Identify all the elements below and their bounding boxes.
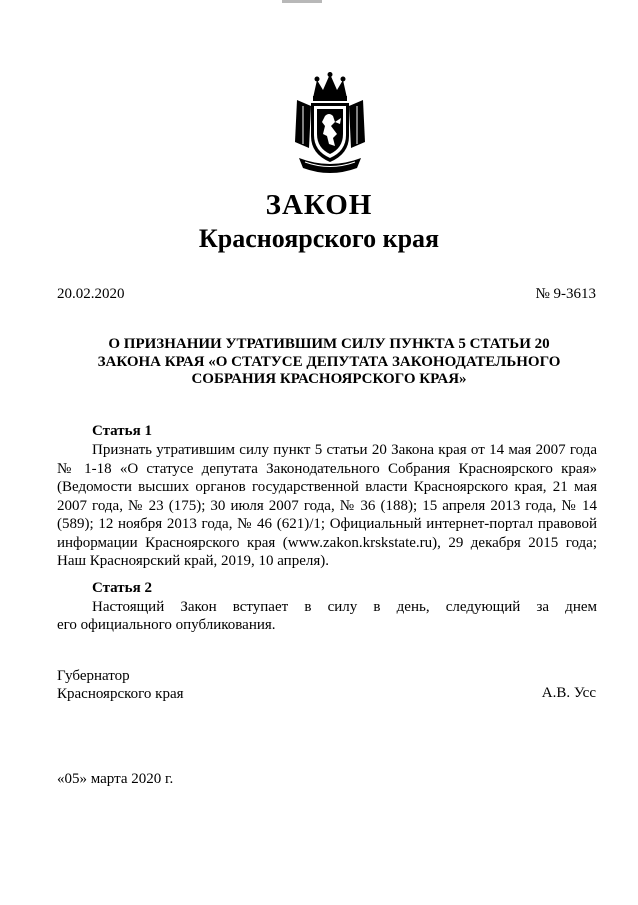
- document-date: 20.02.2020: [57, 286, 125, 302]
- article-1-line: 2007 года, № 23 (175); 30 июля 2007 года, № 36 (188); 15 апреля 2013 года, № 14: [57, 498, 597, 514]
- article-1-line: № 1-18 «О статусе депутата Законодательного Собрания Красноярского края»: [57, 461, 597, 477]
- article-1-line: информации Красноярского края (www.zakon.krskstate.ru), 29 декабря 2015 года;: [57, 535, 597, 551]
- article-1-line: (Ведомости высших органов государственной власти Красноярского края, 21 мая: [57, 479, 597, 495]
- signatory-region: Красноярского края: [57, 686, 184, 702]
- signing-date: «05» марта 2020 г.: [57, 771, 174, 787]
- title-line: ЗАКОНА КРАЯ «О СТАТУСЕ ДЕПУТАТА ЗАКОНОДАТЕЛЬНОГО: [97, 353, 561, 370]
- coat-of-arms-icon: [291, 72, 369, 180]
- document-type: ЗАКОН: [265, 189, 373, 221]
- document-number: № 9-3613: [535, 286, 596, 302]
- article-2-line: Настоящий Закон вступает в силу в день, следующий за днем: [92, 599, 597, 615]
- signatory-name: А.В. Усс: [541, 685, 596, 701]
- article-2-line: его официального опубликования.: [57, 617, 276, 633]
- article-1-line: Наш Красноярский край, 2019, 10 апреля).: [57, 553, 329, 569]
- article-1-heading: Статья 1: [92, 423, 152, 439]
- title-line: О ПРИЗНАНИИ УТРАТИВШИМ СИЛУ ПУНКТА 5 СТАТЬИ 20: [108, 336, 550, 352]
- scan-artifact: [282, 0, 322, 3]
- article-1-line: (589); 12 ноября 2013 года, № 46 (621)/1; Официальный интернет-портал правовой: [57, 516, 597, 532]
- article-2-heading: Статья 2: [92, 580, 152, 596]
- document-title: [70, 336, 588, 389]
- title-line: СОБРАНИЯ КРАСНОЯРСКОГО КРАЯ»: [191, 371, 467, 387]
- signatory-position: Губернатор: [57, 668, 130, 684]
- article-1-line: Признать утратившим силу пункт 5 статьи 20 Закона края от 14 мая 2007 года: [92, 442, 597, 458]
- document-region: Красноярского края: [198, 224, 440, 253]
